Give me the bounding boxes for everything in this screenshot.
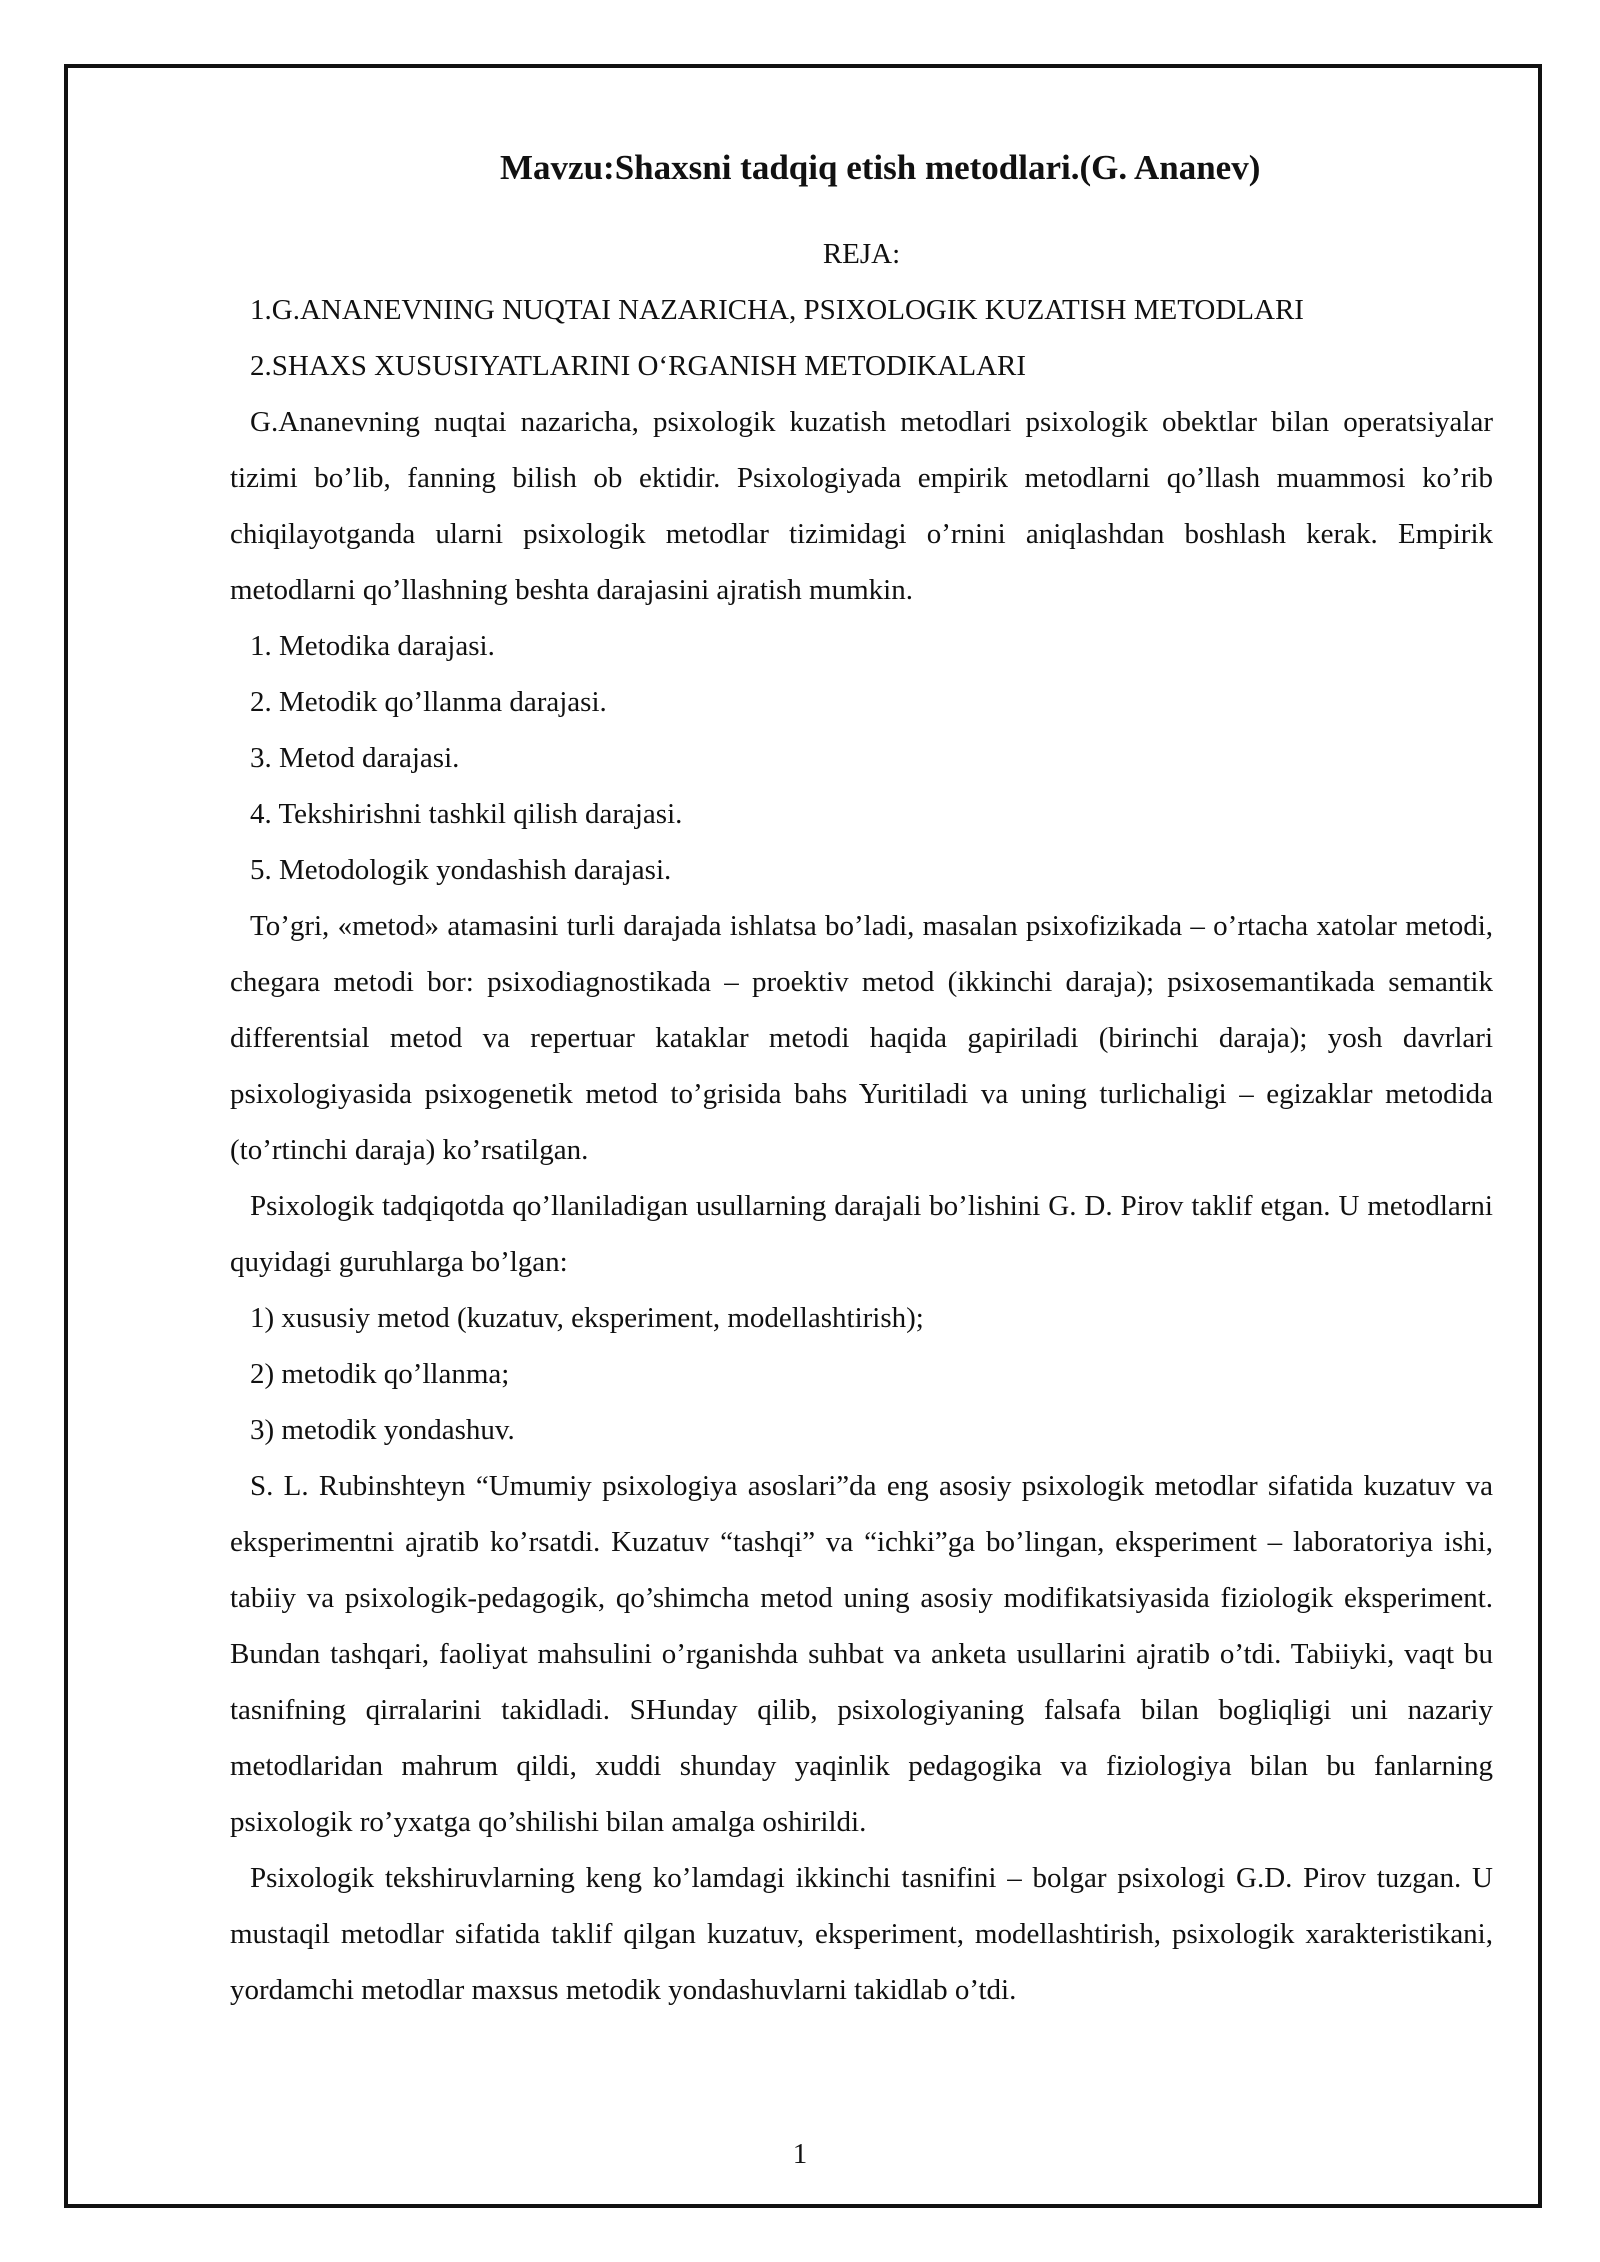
group-item: 3) metodik yondashuv. (250, 1414, 515, 1446)
document-body (230, 140, 1493, 2018)
document-title: Mavzu:Shaxsni tadqiq etish metodlari.(G. Ananev) (500, 148, 1261, 187)
paragraph: To’gri, «metod» atamasini turli darajada ishlatsa bo’ladi, masalan psixofizikada – o’rtacha xatolar metodi, chegara metodi bor: psixodiagnostikada – proektiv metod (ikkinchi daraja); psixosemantikada semantik differentsial metod va repertuar kataklar metodi haqida gapiriladi (birinchi daraja); yosh davrlari psixologiyasida psixogenetik metod to’grisida bahs Yuritiladi va uning turlichaligi – egizaklar metodida (to’rtinchi daraja) ko’rsatilgan. (230, 910, 1493, 1166)
level-item: 4. Tekshirishni tashkil qilish darajasi. (250, 798, 683, 830)
page-number: 1 (792, 2138, 808, 2170)
plan-item: 1.G.ANANEVNING NUQTAI NAZARICHA, PSIXOLOGIK KUZATISH METODLARI (250, 294, 1304, 326)
level-item: 3. Metod darajasi. (250, 742, 460, 774)
paragraph: Psixologik tadqiqotda qo’llaniladigan usullarning darajali bo’lishini G. D. Pirov taklif etgan. U metodlarni quyidagi guruhlarga bo’lgan: (230, 1190, 1493, 1278)
paragraph: S. L. Rubinshteyn “Umumiy psixologiya asoslari”da eng asosiy psixologik metodlar sifatida kuzatuv va eksperimentni ajratib ko’rsatdi. Kuzatuv “tashqi” va “ichki”ga bo’lingan, eksperiment – laboratoriya ishi, tabiiy va psixologik-pedagogik, qo’shimcha metod uning asosiy modifikatsiyasida fiziologik eksperiment. Bundan tashqari, faoliyat mahsulini o’rganishda suhbat va anketa usullarini ajratib o’tdi. Tabiiyki, vaqt bu tasnifning qirralarini takidladi. SHunday qilib, psixologiyaning falsafa bilan bogliqligi uni nazariy metodlaridan mahrum qildi, xuddi shunday yaqinlik pedagogika va fiziologiya bilan bu fanlarning psixologik ro’yxatga qo’shilishi bilan amalga oshirildi. (230, 1470, 1493, 1838)
level-item: 2. Metodik qo’llanma darajasi. (250, 686, 607, 718)
paragraph: Psixologik tekshiruvlarning keng ko’lamdagi ikkinchi tasnifini – bolgar psixologi G.D. Pirov tuzgan. U mustaqil metodlar sifatida taklif qilgan kuzatuv, eksperiment, modellashtirish, psixologik xarakteristikani, yordamchi metodlar maxsus metodik yondashuvlarni takidlab o’tdi. (230, 1862, 1493, 2006)
group-item: 1) xususiy metod (kuzatuv, eksperiment, modellashtirish); (250, 1302, 924, 1334)
level-item: 1. Metodika darajasi. (250, 630, 495, 662)
paragraph: G.Ananevning nuqtai nazaricha, psixologik kuzatish metodlari psixologik obektlar bilan operatsiyalar tizimi bo’lib, fanning bilish ob ektidir. Psixologiyada empirik metodlarni qo’llash muammosi ko’rib chiqilayotganda ularni psixologik metodlar tizimidagi o’rnini aniqlashdan boshlash kerak. Empirik metodlarni qo’llashning beshta darajasini ajratish mumkin. (230, 406, 1493, 606)
level-item: 5. Metodologik yondashish darajasi. (250, 854, 672, 886)
plan-heading: REJA: (822, 238, 901, 270)
group-item: 2) metodik qo’llanma; (250, 1358, 510, 1390)
plan-item: 2.SHAXS XUSUSIYATLARINI O‘RGANISH METODIKALARI (250, 350, 1027, 382)
